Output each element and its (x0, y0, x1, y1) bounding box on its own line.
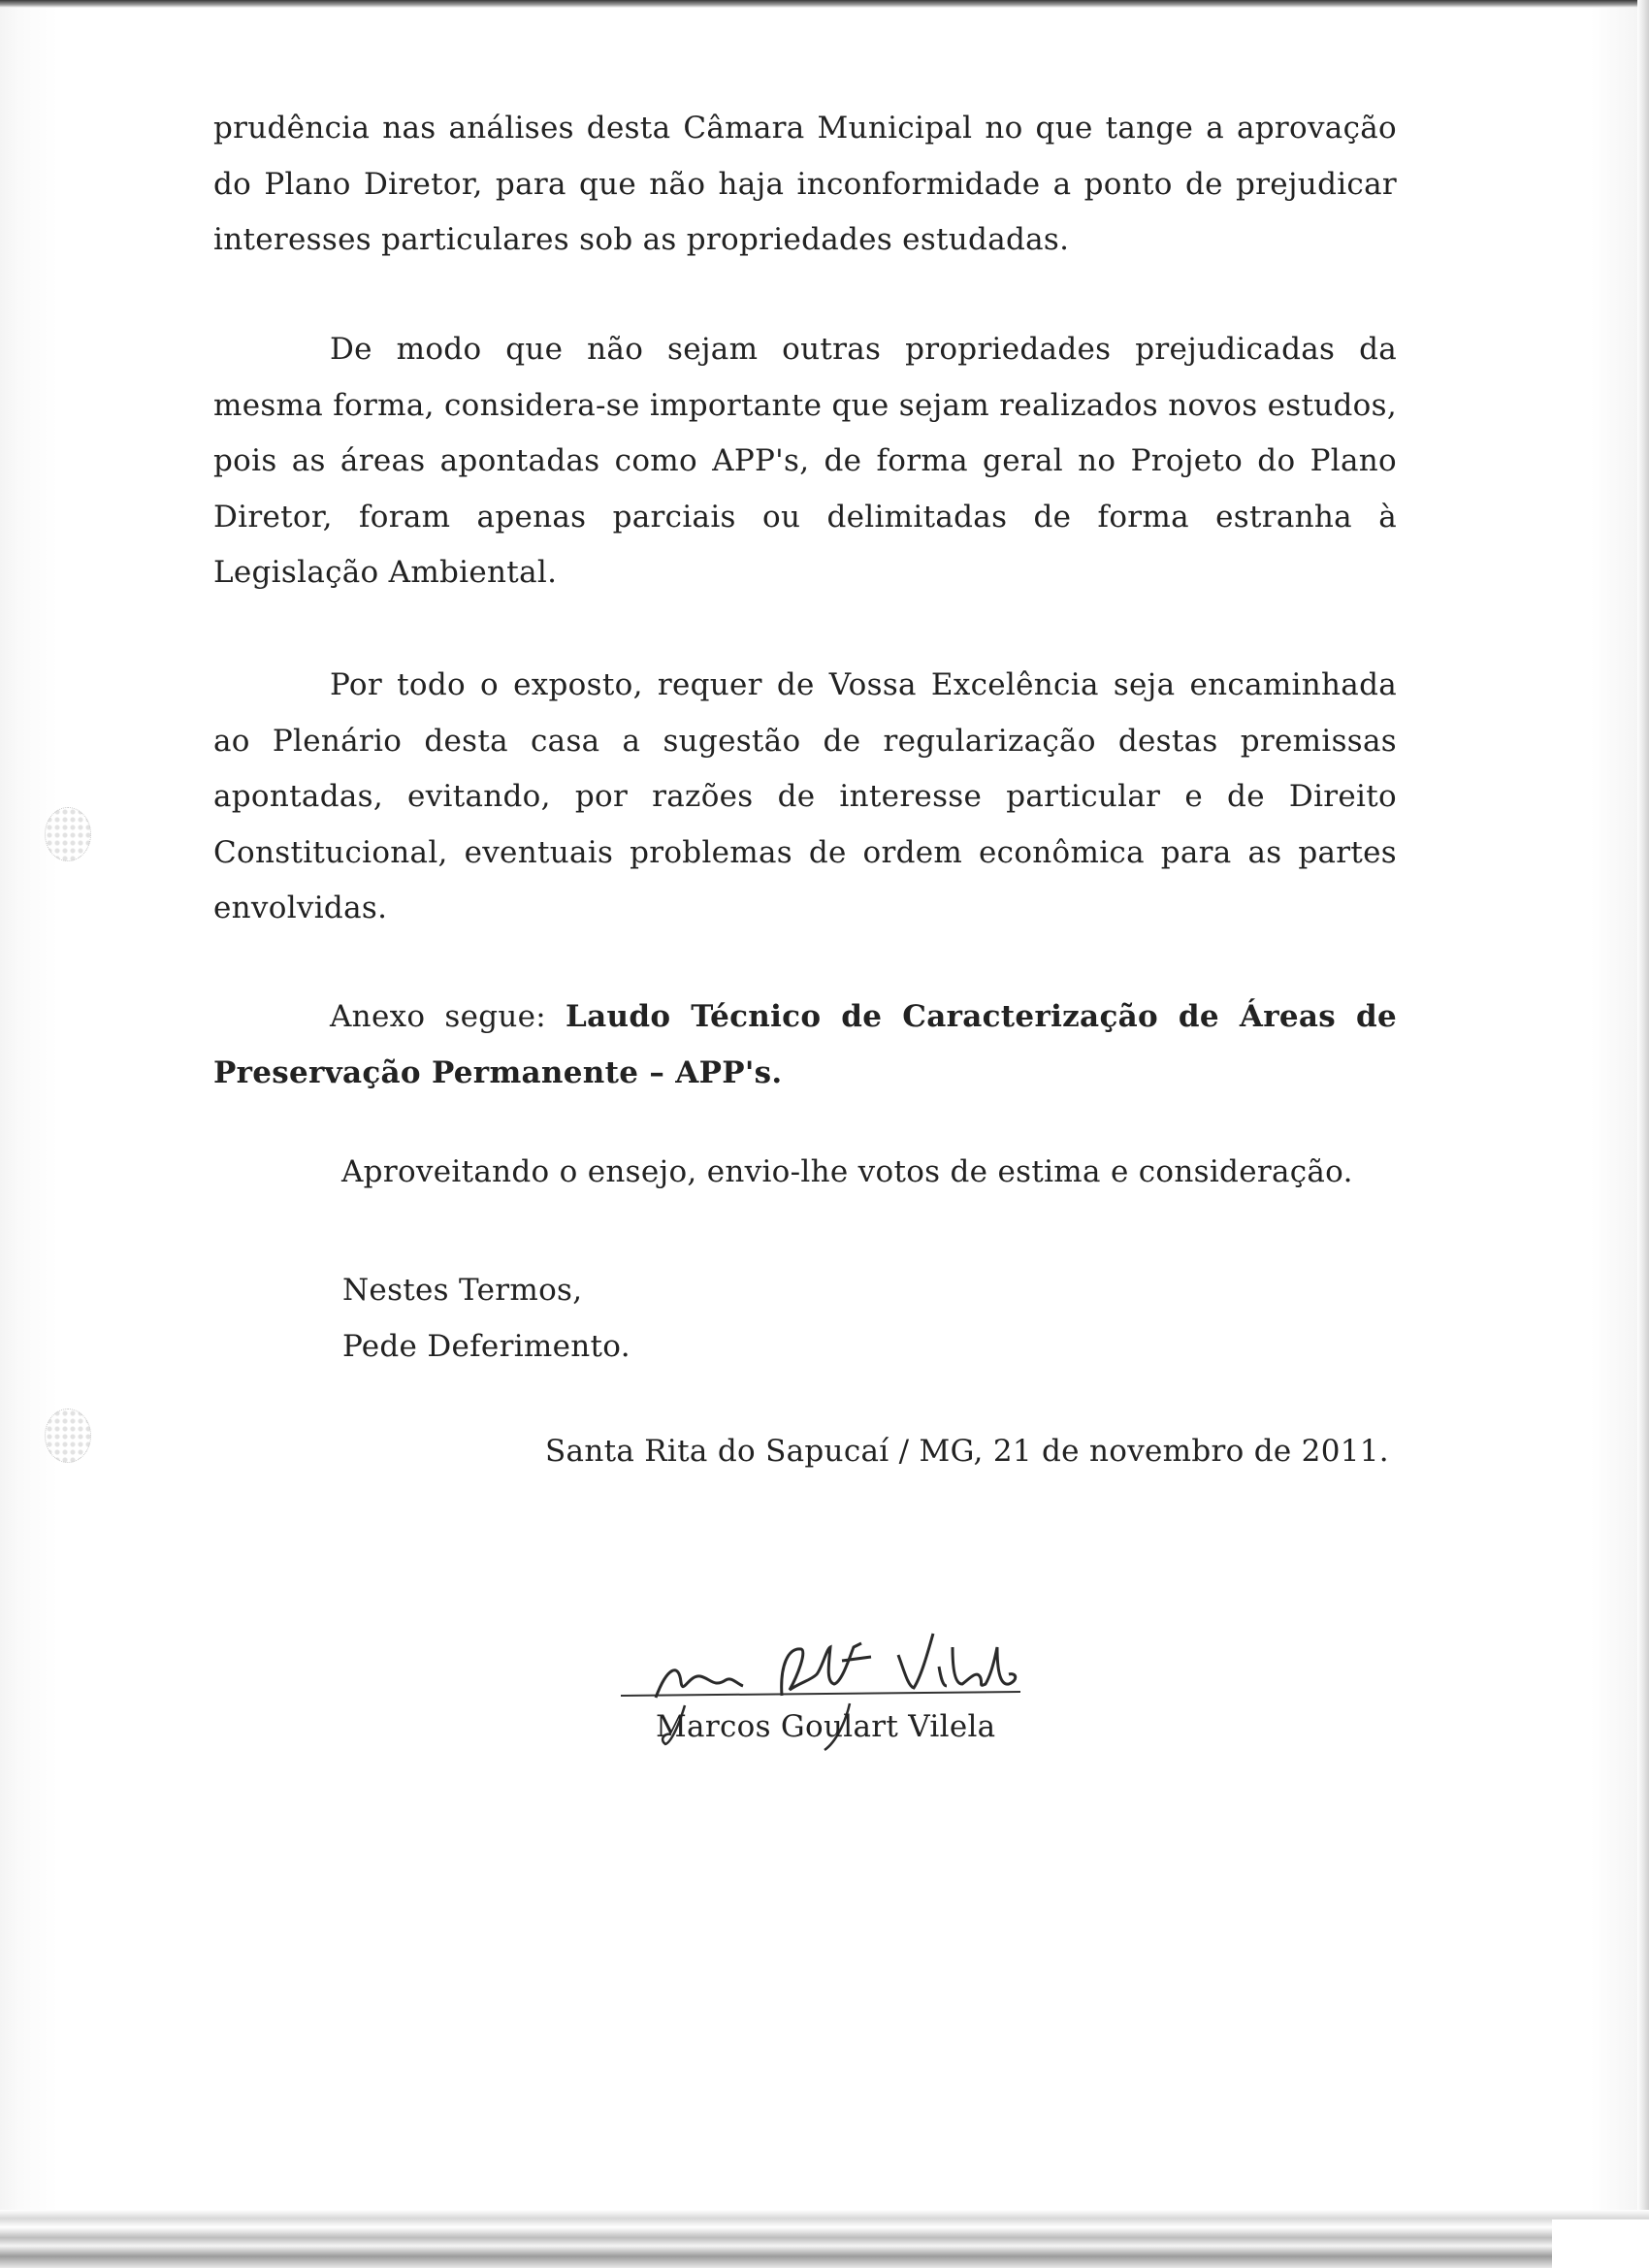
paragraph-continuation: prudência nas análises desta Câmara Municipal no que tange a aprovação do Plano Diretor, para que não haja inconformidade a ponto de prejudicar interesses particulares sob as propriedades estudadas. (213, 111, 1397, 257)
punch-hole-bottom (45, 1409, 91, 1463)
handwritten-signature (617, 1628, 1044, 1773)
closing-line: Aproveitando o ensejo, envio-lhe votos de estima e consideração. (341, 1154, 1353, 1189)
scan-bottom-edge (0, 2210, 1649, 2268)
paragraph-request-text: Por todo o exposto, requer de Vossa Excelência seja encaminhada ao Plenário desta casa a sugestão de regularização destas premissas apontadas, evitando, por razões de interesse particular e de Direito Constitucional, eventuais problemas de ordem econômica para as partes envolvidas. (213, 667, 1397, 925)
scan-top-edge (0, 0, 1649, 8)
signature-block (617, 1628, 1044, 1773)
annex-intro: Anexo segue: (330, 999, 547, 1034)
request-line: Pede Deferimento. (342, 1329, 630, 1364)
paragraph-request (213, 658, 1397, 937)
punch-hole-top (45, 807, 91, 861)
annex-title: Laudo Técnico de Caracterização de Áreas de Preservação Permanente – APP's. (213, 999, 1397, 1090)
annex-paragraph (213, 989, 1397, 1101)
scan-right-edge (1637, 0, 1649, 2268)
paragraph-new-studies-text: De modo que não sejam outras propriedades prejudicadas da mesma forma, considera-se importante que sejam realizados novos estudos, pois as áreas apontadas como APP's, de forma geral no Projeto do Plano Diretor, foram apenas parciais ou delimitadas de forma estranha à Legislação Ambiental. (213, 332, 1397, 590)
place-date: Santa Rita do Sapucaí / MG, 21 de novembro de 2011. (545, 1434, 1389, 1469)
signer-name: Marcos Goulart Vilela (656, 1709, 996, 1744)
terms-line: Nestes Termos, (342, 1273, 583, 1308)
paragraph-new-studies (213, 322, 1397, 601)
